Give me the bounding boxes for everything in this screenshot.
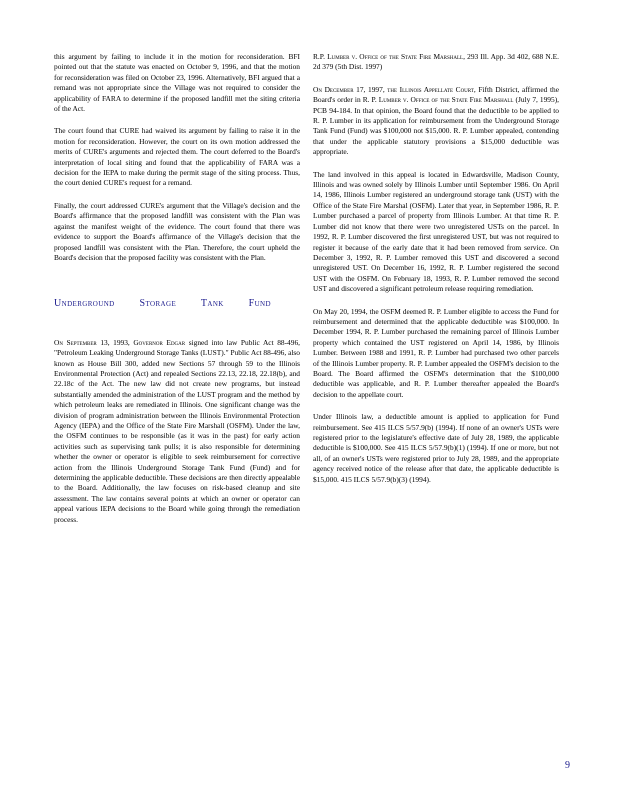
paragraph bbox=[54, 338, 300, 525]
case-name: R.P. Lumber v. Office of the State Fire Marshall bbox=[313, 52, 464, 61]
paragraph: The court found that CURE had waived its argument by failing to raise it in the motion for reconsideration. However, the court on its own motion addressed the merits of CURE's arguments and rejected them. The court deferred to the Board's interpretation of local siting and found that the applicability of FARA was a decision for the IEPA to make during the permit stage of the siting process. Thus, the court denied CURE's request for a remand. bbox=[54, 126, 300, 188]
paragraph: On May 20, 1994, the OSFM deemed R. P. Lumber eligible to access the Fund for reimbursement and determined that the applicable deductible was $100,000. In December 1994, R. P. Lumber purchased the remaining parcel of Illinois Lumber property which contained the UST registered on April 14, 1986, by Illinois Lumber. Between 1988 and 1991, R. P. Lumber had purchased two other parcels of the Illinois Lumber property. R. P. Lumber appealed the OSFM's decision to the Board. The Board affirmed the OSFM's determination that the $100,000 deductible was applicable, and R. P. Lumber thereafter appealed the Board's decision to the appellate court. bbox=[313, 306, 559, 399]
paragraph: Under Illinois law, a deductible amount is applied to application for Fund reimbursement. See 415 ILCS 5/57.9(b) (1994). If none of an owner's USTs were registered prior to the legislature's effective date of July 28, 1989, the applicable deductible is $100,000. See 415 ILCS 5/57.9(b)(1) (1994). If one or more, but not all, of an owner's USTs were registered prior to July 28, 1989, and the appropriate agency received notice of the release after that date, the applicable deductible is $15,000. 415 ILCS 5/57.9(b)(3) (1994). bbox=[313, 412, 559, 484]
paragraph-lead: On September 13, 1993, Governor Edgar bbox=[54, 337, 186, 347]
right-column bbox=[313, 52, 559, 497]
paragraph-body: (July 7, 1995), PCB 94-184. In that opinion, the Board found that the deductible to be applied to R. P. Lumber in its application for reimbursement from the Underground Storage Tank Fund (Fund) was $100,000 not $15,000. R. P. Lumber appealed, contending that under the applicable statutory provisions a $15,000 deductible was appropriate. bbox=[313, 95, 559, 157]
paragraph bbox=[313, 85, 559, 158]
paragraph: The land involved in this appeal is located in Edwardsville, Madison County, Illinois and was owned solely by Illinois Lumber until September 1986. On April 14, 1986, Illinois Lumber registered an underground storage tank (UST) with the Office of the State Fire Marshal (OSFM). Later that year, in September 1986, R. P. Lumber purchased a parcel of property from Illinois Lumber. At that time R. P. Lumber did not know that there were two unregistered USTs on the parcel. In 1992, R. P. Lumber discovered the first unregistered UST, but was not required to register it because of the early date that it had been removed from service. On December 3, 1992, R. P. Lumber removed this UST and discovered a second unregistered UST. On December 16, 1992, R. P. Lumber registered the second UST with the OSFM. On February 18, 1993, R. P. Lumber removed the second UST and discovered a significant petroleum release requiring remediation. bbox=[313, 169, 559, 294]
paragraph: this argument by failing to include it in the motion for reconsideration. BFI pointed out that the statute was enacted on October 9, 1996, and that the motion for reconsideration was filed on October 23, 1996. Alternatively, BFI argued that a remand was not appropriate since the Village was not required to consider the applicability of FARA to determine if the proposed landfill met the siting criteria of the Act. bbox=[54, 52, 300, 114]
paragraph-body: , Fifth District, affirmed the Board's order in bbox=[313, 84, 559, 105]
case-name: R. P. Lumber v. Office of the State Fire Marshall bbox=[362, 95, 514, 105]
page-number: 9 bbox=[565, 760, 570, 771]
left-column bbox=[54, 52, 300, 537]
paragraph-lead: On December 17, 1997, the Illinois Appellate Court bbox=[313, 84, 474, 94]
paragraph: Finally, the court addressed CURE's argument that the Village's decision and the Board's affirmance that the proposed landfill was consistent with the Plan was against the manifest weight of the evidence. The court found that there was evidence to support the Board's affirmance of the Village's decision that the proposed landfill was consistent with the Plan. Therefore, the court upheld the Board's decision that the proposed facility was consistent with the Plan. bbox=[54, 200, 300, 262]
case-citation bbox=[313, 52, 559, 73]
citation-text: , 293 Ill. App. 3d 402, 688 N.E. 2d 379 (5th Dist. 1997) bbox=[313, 52, 559, 72]
section-heading: Underground Storage Tank Fund bbox=[54, 298, 271, 310]
paragraph-body: signed into law Public Act 88-496, "Petroleum Leaking Underground Storage Tanks (LUST)." Public Act 88-496, also known as House Bill 300, added new Sections 57 through 59 to the Illinois Environmental Protection (Act) and repealed Sections 22.13, 22.18, 22.18(b), and 22.18c of the Act. The new law did not create new programs, but instead substantially amended the administration of the LUST program and the method by which petroleum leaks are remediated in Illinois. One significant change was the division of program administration between the Illinois Environmental Protection Agency (IEPA) and the Office of the State Fire Marshall (OSFM). Under the law, the OSFM continues to be responsible (as it was in the past) for early action activities such as supervising tank pulls; it is also responsible for determining whether the owner or operator is eligible to seek reimbursement for corrective action from the Illinois Underground Storage Tank Fund (Fund) and for determining the applicable deductible. These decisions are then directly appealable to the Board. Additionally, the law focuses on risk-based cleanup and site assessment. The law contains several points at which an owner or operator can appeal various IEPA decisions to the Board while going through the remediation process. bbox=[54, 337, 300, 524]
